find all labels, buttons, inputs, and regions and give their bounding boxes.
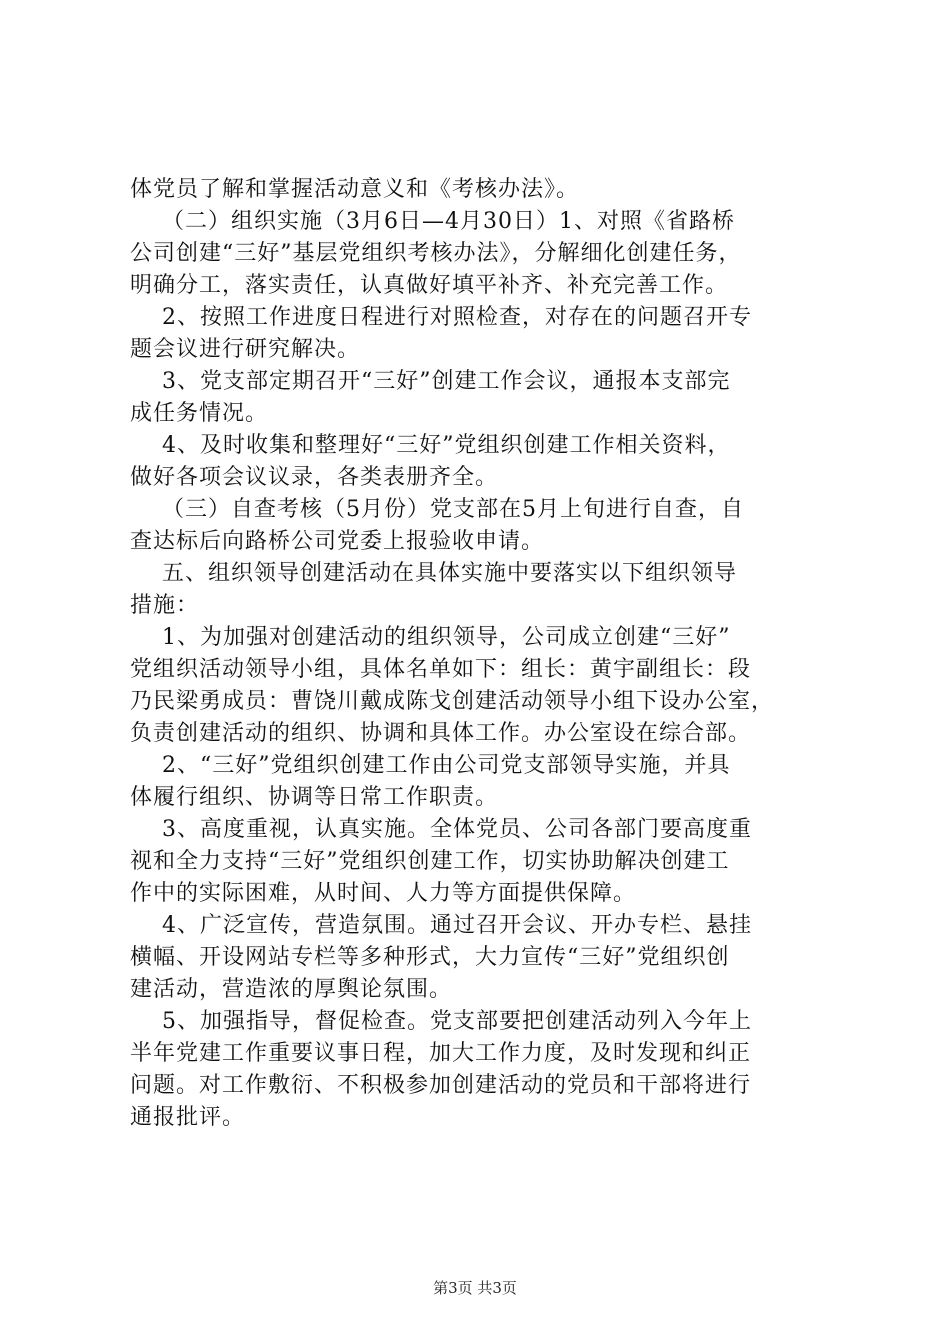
text-line: 体履行组织、协调等日常工作职责。 (130, 785, 499, 810)
text-line: 建活动，营造浓的厚舆论氛围。 (130, 977, 453, 1002)
text-line: 4、及时收集和整理好“三好”党组织创建工作相关资料， (130, 433, 731, 458)
text-line: 措施： (130, 593, 200, 618)
text-line: 3、党支部定期召开“三好”创建工作会议，通报本支部完 (130, 369, 731, 394)
text-line: 半年党建工作重要议事日程，加大工作力度，及时发现和纠正 (130, 1041, 752, 1066)
text-line: 体党员了解和掌握活动意义和《考核办法》。 (130, 177, 580, 202)
text-line: 2、按照工作进度日程进行对照检查，对存在的问题召开专 (130, 305, 752, 330)
text-line: 5、加强指导，督促检查。党支部要把创建活动列入今年上 (130, 1009, 752, 1034)
text-line: 明确分工，落实责任，认真做好填平补齐、补充完善工作。 (130, 273, 729, 298)
text-line: 成任务情况。 (130, 401, 269, 426)
text-line: 做好各项会议议录，各类表册齐全。 (130, 465, 499, 490)
text-line: 2、“三好”党组织创建工作由公司党支部领导实施，并具 (130, 753, 731, 778)
text-line: （三）自查考核（5月份）党支部在5月上旬进行自查，自 (130, 497, 744, 522)
text-line: 公司创建“三好”基层党组织考核办法》，分解细化创建任务， (130, 241, 742, 266)
text-line: 作中的实际困难，从时间、人力等方面提供保障。 (130, 881, 637, 906)
document-body (130, 174, 830, 1134)
text-line: 负责创建活动的组织、协调和具体工作。办公室设在综合部。 (130, 721, 752, 746)
text-line: 五、组织领导创建活动在具体实施中要落实以下组织领导 (130, 561, 737, 586)
text-line: 乃民梁勇成员：曹饶川戴成陈戈创建活动领导小组下设办公室， (130, 689, 775, 714)
text-line: 题会议进行研究解决。 (130, 337, 361, 362)
text-line: 视和全力支持“三好”党组织创建工作，切实协助解决创建工 (130, 849, 730, 874)
text-line: 1、为加强对创建活动的组织领导，公司成立创建“三好” (130, 625, 731, 650)
text-line: 横幅、开设网站专栏等多种形式，大力宣传“三好”党组织创 (130, 945, 730, 970)
page-footer: 第3页 共3页 (433, 1279, 517, 1297)
text-line: 查达标后向路桥公司党委上报验收申请。 (130, 529, 545, 554)
text-line: 通报批评。 (130, 1105, 246, 1130)
text-line: 4、广泛宣传，营造氛围。通过召开会议、开办专栏、悬挂 (130, 913, 752, 938)
text-line: 党组织活动领导小组，具体名单如下：组长：黄宇副组长：段 (130, 657, 752, 682)
text-line: 问题。对工作敷衍、不积极参加创建活动的党员和干部将进行 (130, 1073, 752, 1098)
text-line: 3、高度重视，认真实施。全体党员、公司各部门要高度重 (130, 817, 752, 842)
text-line: （二）组织实施（3月6日—4月30日）1、对照《省路桥 (130, 209, 735, 234)
